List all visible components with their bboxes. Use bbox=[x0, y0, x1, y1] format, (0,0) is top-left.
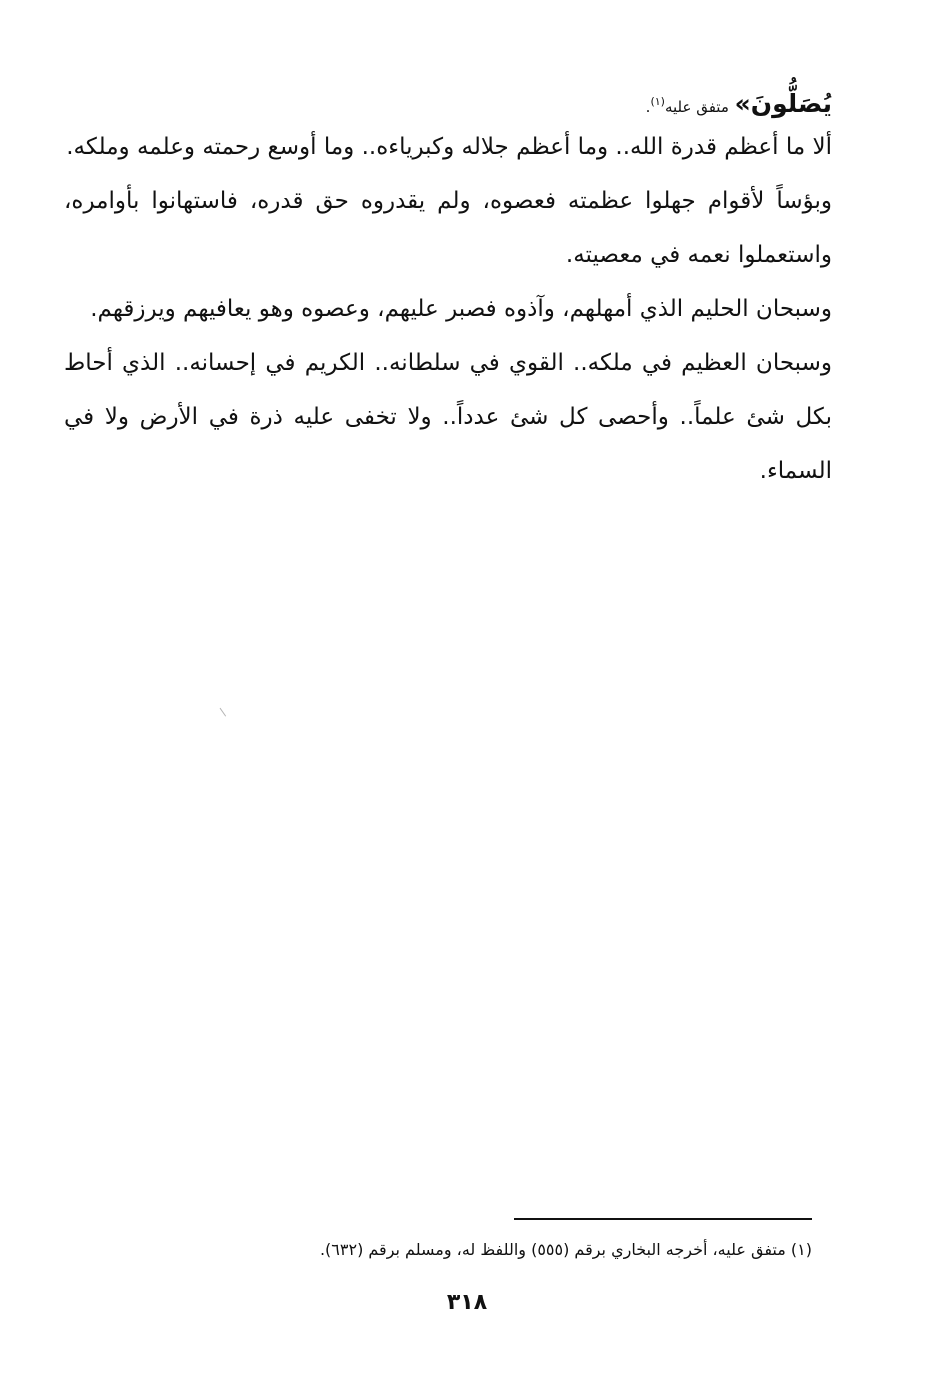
paragraph-glorification: وسبحان العظيم في ملكه.. القوي في سلطانه.. الكريم في إحسانه.. الذي أحاط بكل شئ علماً.. وأحصى كل شئ عدداً.. ولا تخفى عليه ذرة في الأرض ولا في السماء. bbox=[64, 350, 832, 484]
footnote-divider bbox=[514, 1218, 812, 1220]
main-text bbox=[64, 120, 832, 498]
scan-speck bbox=[220, 705, 230, 716]
closing-period: . bbox=[645, 98, 651, 116]
paragraph-ignorant-peoples: وبؤساً لأقوام جهلوا عظمته فعصوه، ولم يقدروه حق قدره، فاستهانوا بأوامره، واستعملوا نعمه في معصيته. bbox=[64, 188, 832, 268]
footnote-reference: (١) bbox=[650, 95, 665, 108]
footnote: (١) متفق عليه، أخرجه البخاري برقم (٥٥٥) واللفظ له، ومسلم برقم (٦٣٢). bbox=[319, 1240, 812, 1259]
paragraph-forbearing: وسبحان الحليم الذي أمهلهم، وآذوه فصبر عليهم، وعصوه وهو يعافيهم ويرزقهم. bbox=[90, 296, 832, 322]
source-note: متفق عليه bbox=[664, 98, 729, 116]
paragraph-greatness: ألا ما أعظم قدرة الله.. وما أعظم جلاله وكبرياءه.. وما أوسع رحمته وعلمه وملكه. bbox=[66, 134, 832, 160]
hadith-closing-line bbox=[64, 84, 832, 120]
page-number: ٣١٨ bbox=[446, 1290, 488, 1315]
quoted-verse-ending: يُصَلُّونَ» bbox=[734, 89, 832, 118]
